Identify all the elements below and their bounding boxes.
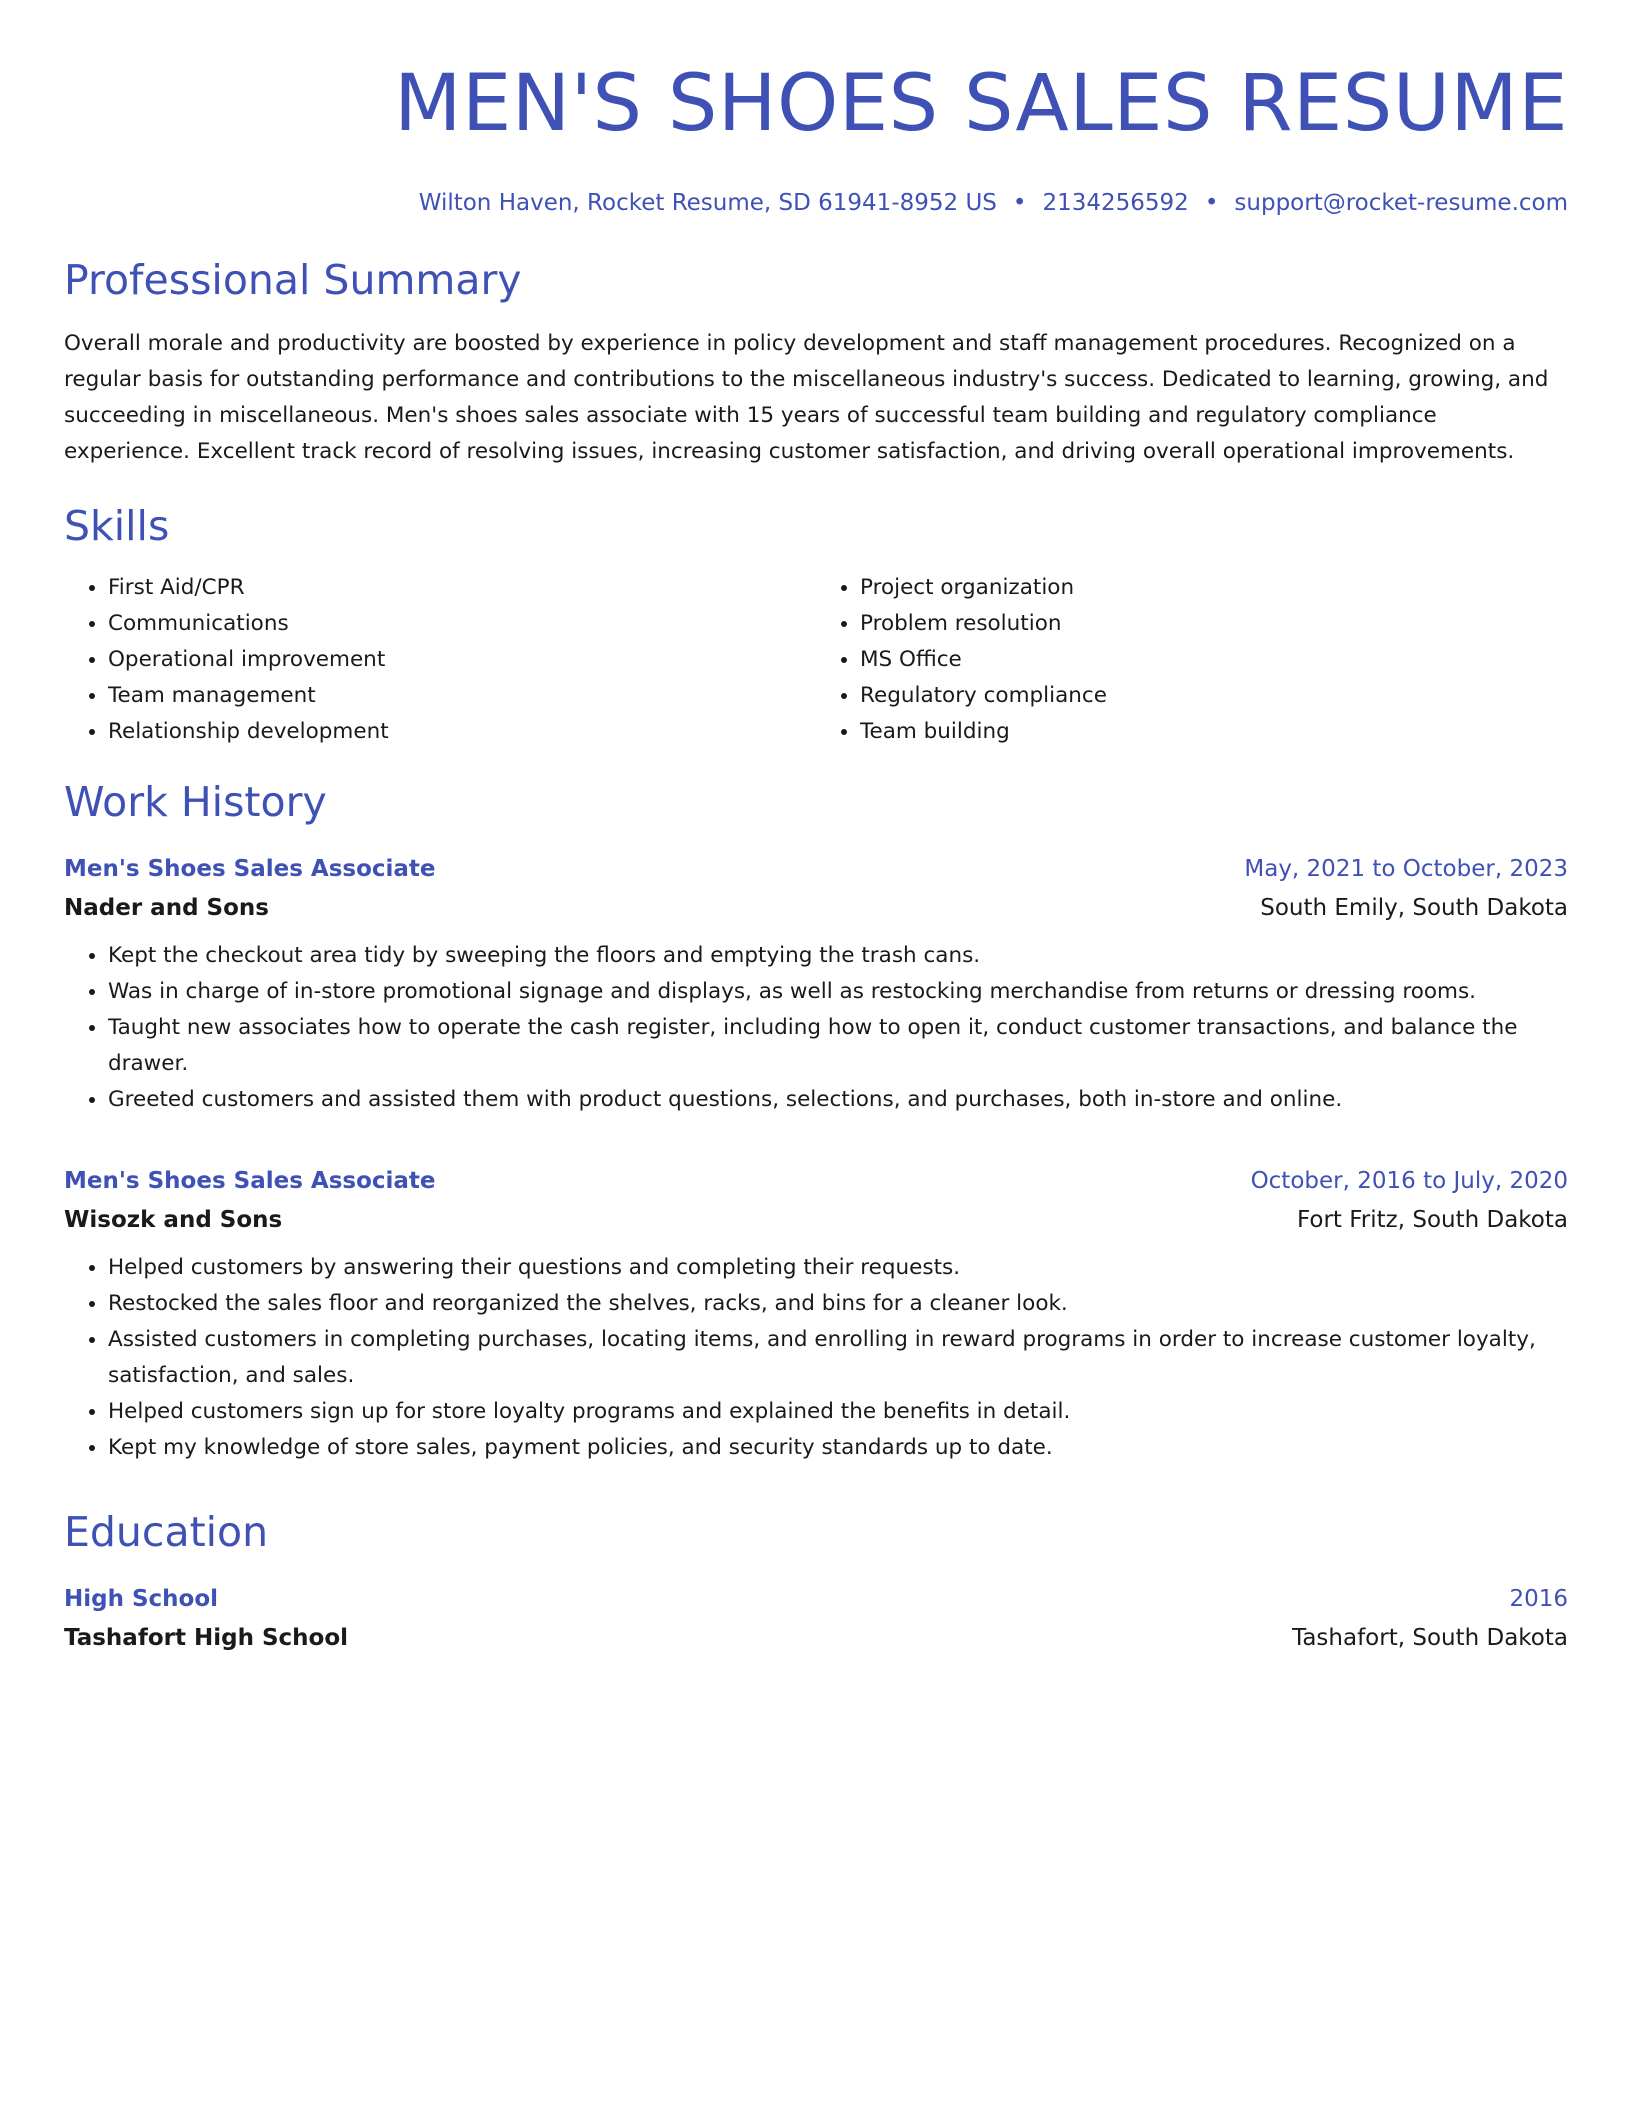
- job-role: Men's Shoes Sales Associate: [64, 856, 436, 882]
- job-bullet: • Helped customers by answering their questions and completing their requests.: [108, 1250, 1568, 1286]
- job-role: Men's Shoes Sales Associate: [64, 1168, 436, 1194]
- skill-item: • MS Office: [860, 642, 1568, 678]
- skill-item: • Problem resolution: [860, 606, 1568, 642]
- job-bullet: • Taught new associates how to operate the cash register, including how to open it, conduct customer transactions, and balance the drawer.: [108, 1010, 1568, 1082]
- education-location: Tashafort, South Dakota: [1292, 1625, 1568, 1651]
- skill-item: • Regulatory compliance: [860, 678, 1568, 714]
- job-employer-row: [64, 1200, 1568, 1240]
- skill-item: • First Aid/CPR: [108, 570, 816, 606]
- contact-email: support@rocket-resume.com: [1234, 190, 1568, 216]
- skills-grid: [64, 570, 1568, 750]
- section-heading-education: Education: [64, 1508, 269, 1556]
- resume-header: [64, 52, 1568, 218]
- section-heading-summary: Professional Summary: [64, 256, 522, 304]
- job-bullet: • Restocked the sales floor and reorganized the shelves, racks, and bins for a cleaner look.: [108, 1286, 1568, 1322]
- job-title-row: [64, 850, 1568, 888]
- section-heading-skills: Skills: [64, 502, 170, 550]
- job-location: Fort Fritz, South Dakota: [1296, 1207, 1568, 1233]
- education-school: Tashafort High School: [64, 1625, 349, 1651]
- skills-column-right: [816, 570, 1568, 750]
- section-heading-work: Work History: [64, 778, 327, 826]
- contact-phone: 2134256592: [1042, 190, 1189, 216]
- education-degree: High School: [64, 1586, 219, 1612]
- job-title-row: [64, 1162, 1568, 1200]
- skill-item: • Team management: [108, 678, 816, 714]
- bullet-separator: •: [1012, 190, 1027, 216]
- work-history-section: [64, 776, 1568, 1466]
- job-bullet: • Greeted customers and assisted them with product questions, selections, and purchases, both in-store and online.: [108, 1082, 1568, 1118]
- job-entry: [64, 850, 1568, 1118]
- skills-column-left: [64, 570, 816, 750]
- job-dates: October, 2016 to July, 2020: [1250, 1168, 1568, 1194]
- resume-title: MEN'S SHOES SALES RESUME: [394, 59, 1568, 149]
- job-employer-row: [64, 888, 1568, 928]
- job-bullet: • Kept my knowledge of store sales, payment policies, and security standards up to date.: [108, 1430, 1568, 1466]
- education-degree-row: [64, 1580, 1568, 1618]
- education-section: [64, 1506, 1568, 1658]
- job-bullet: • Assisted customers in completing purchases, locating items, and enrolling in reward programs in order to increase customer loyalty, satisfaction, and sales.: [108, 1322, 1568, 1394]
- job-dates: May, 2021 to October, 2023: [1244, 856, 1568, 882]
- job-employer: Nader and Sons: [64, 895, 269, 921]
- skill-item: • Communications: [108, 606, 816, 642]
- summary-text: Overall morale and productivity are boosted by experience in policy development and staff management procedures. Recognized on a regular basis for outstanding performance and contributions to the miscellaneous industry's success. Dedicated to learning, growing, and succeeding in miscellaneous. Men's shoes sales associate with 15 years of successful team building and regulatory compliance experience. Excellent track record of resolving issues, increasing customer satisfaction, and driving overall operational improvements.: [64, 331, 1549, 464]
- job-bullets: [64, 938, 1568, 1118]
- job-bullet: • Was in charge of in-store promotional signage and displays, as well as restocking merchandise from returns or dressing rooms.: [108, 974, 1568, 1010]
- job-bullet: • Kept the checkout area tidy by sweeping the floors and emptying the trash cans.: [108, 938, 1568, 974]
- bullet-separator: •: [1204, 190, 1219, 216]
- contact-line: [64, 188, 1568, 218]
- job-bullets: [64, 1250, 1568, 1466]
- professional-summary-section: [64, 254, 1568, 470]
- job-employer: Wisozk and Sons: [64, 1207, 283, 1233]
- skill-item: • Relationship development: [108, 714, 816, 750]
- education-year: 2016: [1509, 1586, 1568, 1612]
- job-entry: [64, 1162, 1568, 1466]
- skills-section: [64, 500, 1568, 750]
- job-location: South Emily, South Dakota: [1260, 895, 1568, 921]
- job-bullet: • Helped customers sign up for store loyalty programs and explained the benefits in detail.: [108, 1394, 1568, 1430]
- skill-item: • Operational improvement: [108, 642, 816, 678]
- contact-address: Wilton Haven, Rocket Resume, SD 61941-8952 US: [418, 190, 997, 216]
- skill-item: • Team building: [860, 714, 1568, 750]
- education-entry: [64, 1580, 1568, 1658]
- education-school-row: [64, 1618, 1568, 1658]
- skill-item: • Project organization: [860, 570, 1568, 606]
